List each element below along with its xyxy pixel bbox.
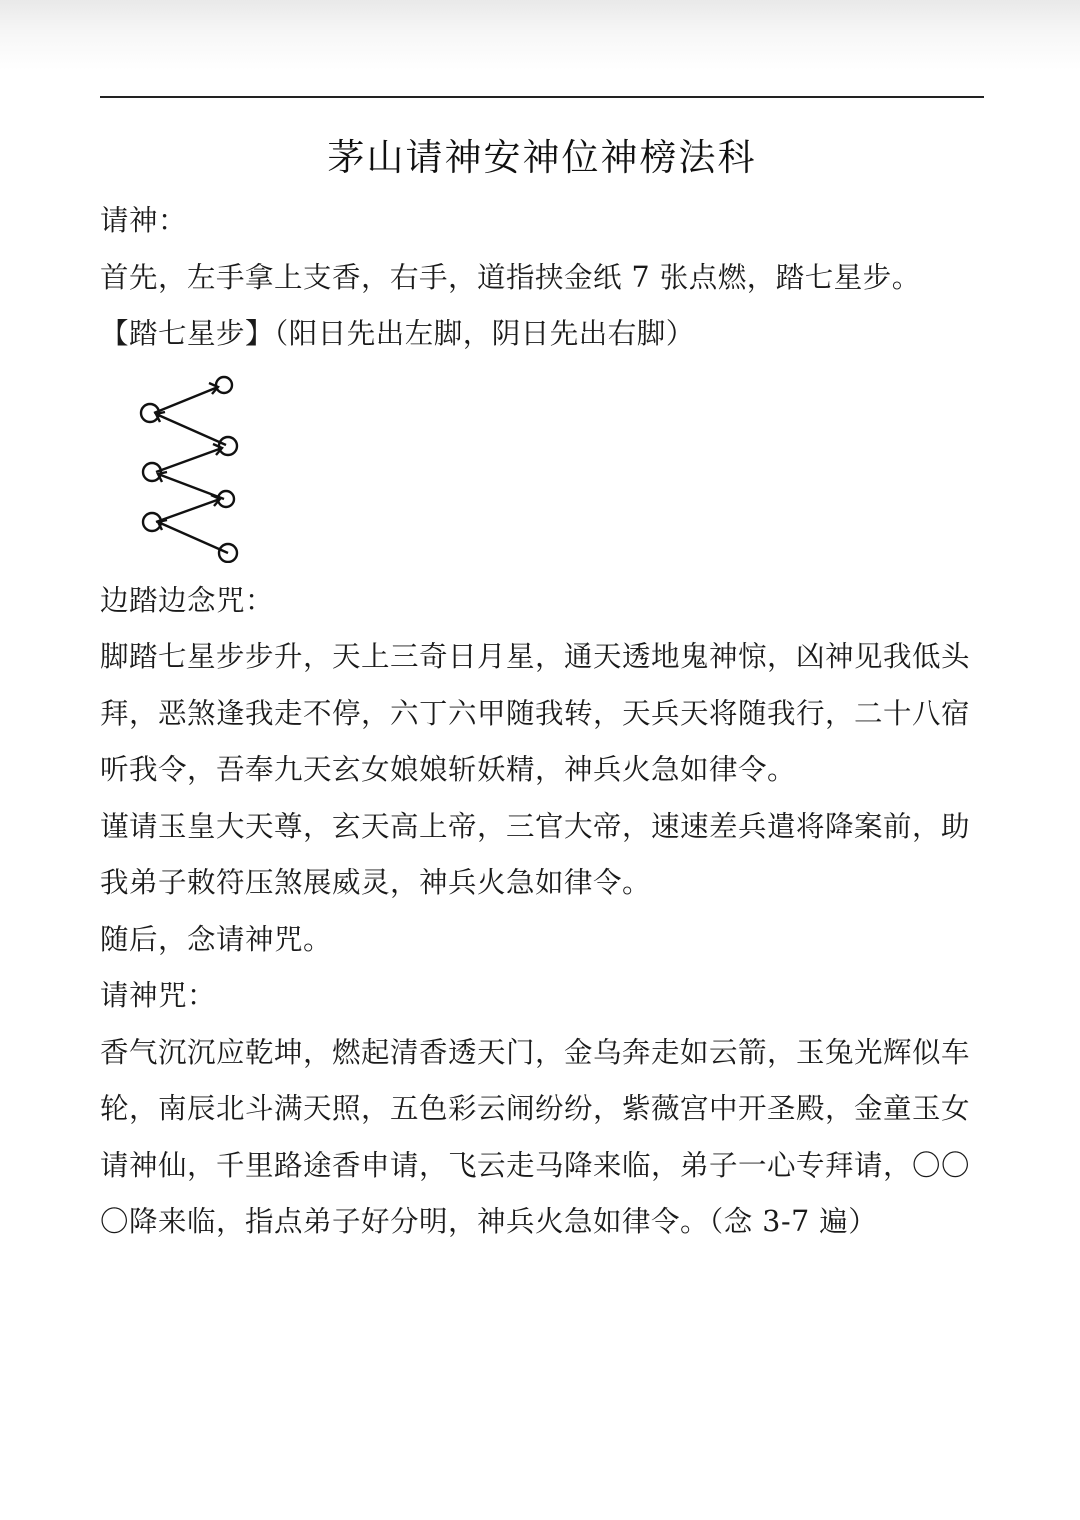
step-circle-5	[219, 437, 237, 455]
step-line-5	[156, 412, 226, 445]
section-heading-qingshen: 请神：	[100, 204, 188, 237]
step-line-2	[156, 495, 220, 522]
paragraph-then: 随后，念请神咒。	[100, 922, 333, 956]
paragraph-qingshen-zhou: 香气沉沉应乾坤，燃起清香透天门，金乌奔走如云箭，玉兔光辉似车轮，南辰北斗满天照，五色彩云闹纷纷，紫薇宫中开圣殿，金童玉女请神仙，千里路途香申请，飞云走马降来临，弟子一心专拜请，〇〇〇降来临，指点弟子好分明，神兵火急如律令。（念 3-7 遍）	[100, 1035, 971, 1238]
step-line-3	[158, 472, 224, 499]
section-heading-qingshen-zhou: 请神咒：	[100, 979, 217, 1012]
step-line-6	[154, 383, 218, 413]
step-line-1	[158, 520, 228, 553]
top-rule	[100, 96, 984, 98]
page-title: 茅山请神安神位神榜法科	[327, 136, 757, 179]
step-circle-7	[216, 377, 232, 393]
paragraph-invocation: 谨请玉皇大天尊，玄天高上帝，三官大帝，速速差兵遣将降案前，助我弟子敕符压煞展威灵，神兵火急如律令。	[100, 809, 971, 899]
paragraph-seven-star-step: 【踏七星步】（阳日先出左脚，阴日先出右脚）	[100, 317, 695, 350]
paragraph-seven-star-chant: 脚踏七星步步升，天上三奇日月星，通天透地鬼神惊，凶神见我低头拜，恶煞逢我走不停，六丁六甲随我转，天兵天将随我行，二十八宿听我令，吾奉九天玄女娘娘斩妖精，神兵火急如律令。	[100, 640, 971, 786]
top-shade	[0, 0, 1080, 70]
section-heading-chant: 边踏边念咒：	[100, 583, 275, 617]
paragraph-instructions: 首先，左手拿上支香，右手，道指挟金纸 7 张点燃，踏七星步。	[100, 260, 921, 294]
step-line-4	[156, 444, 222, 472]
seven-star-step-diagram	[132, 373, 252, 563]
document-page	[100, 96, 984, 1251]
